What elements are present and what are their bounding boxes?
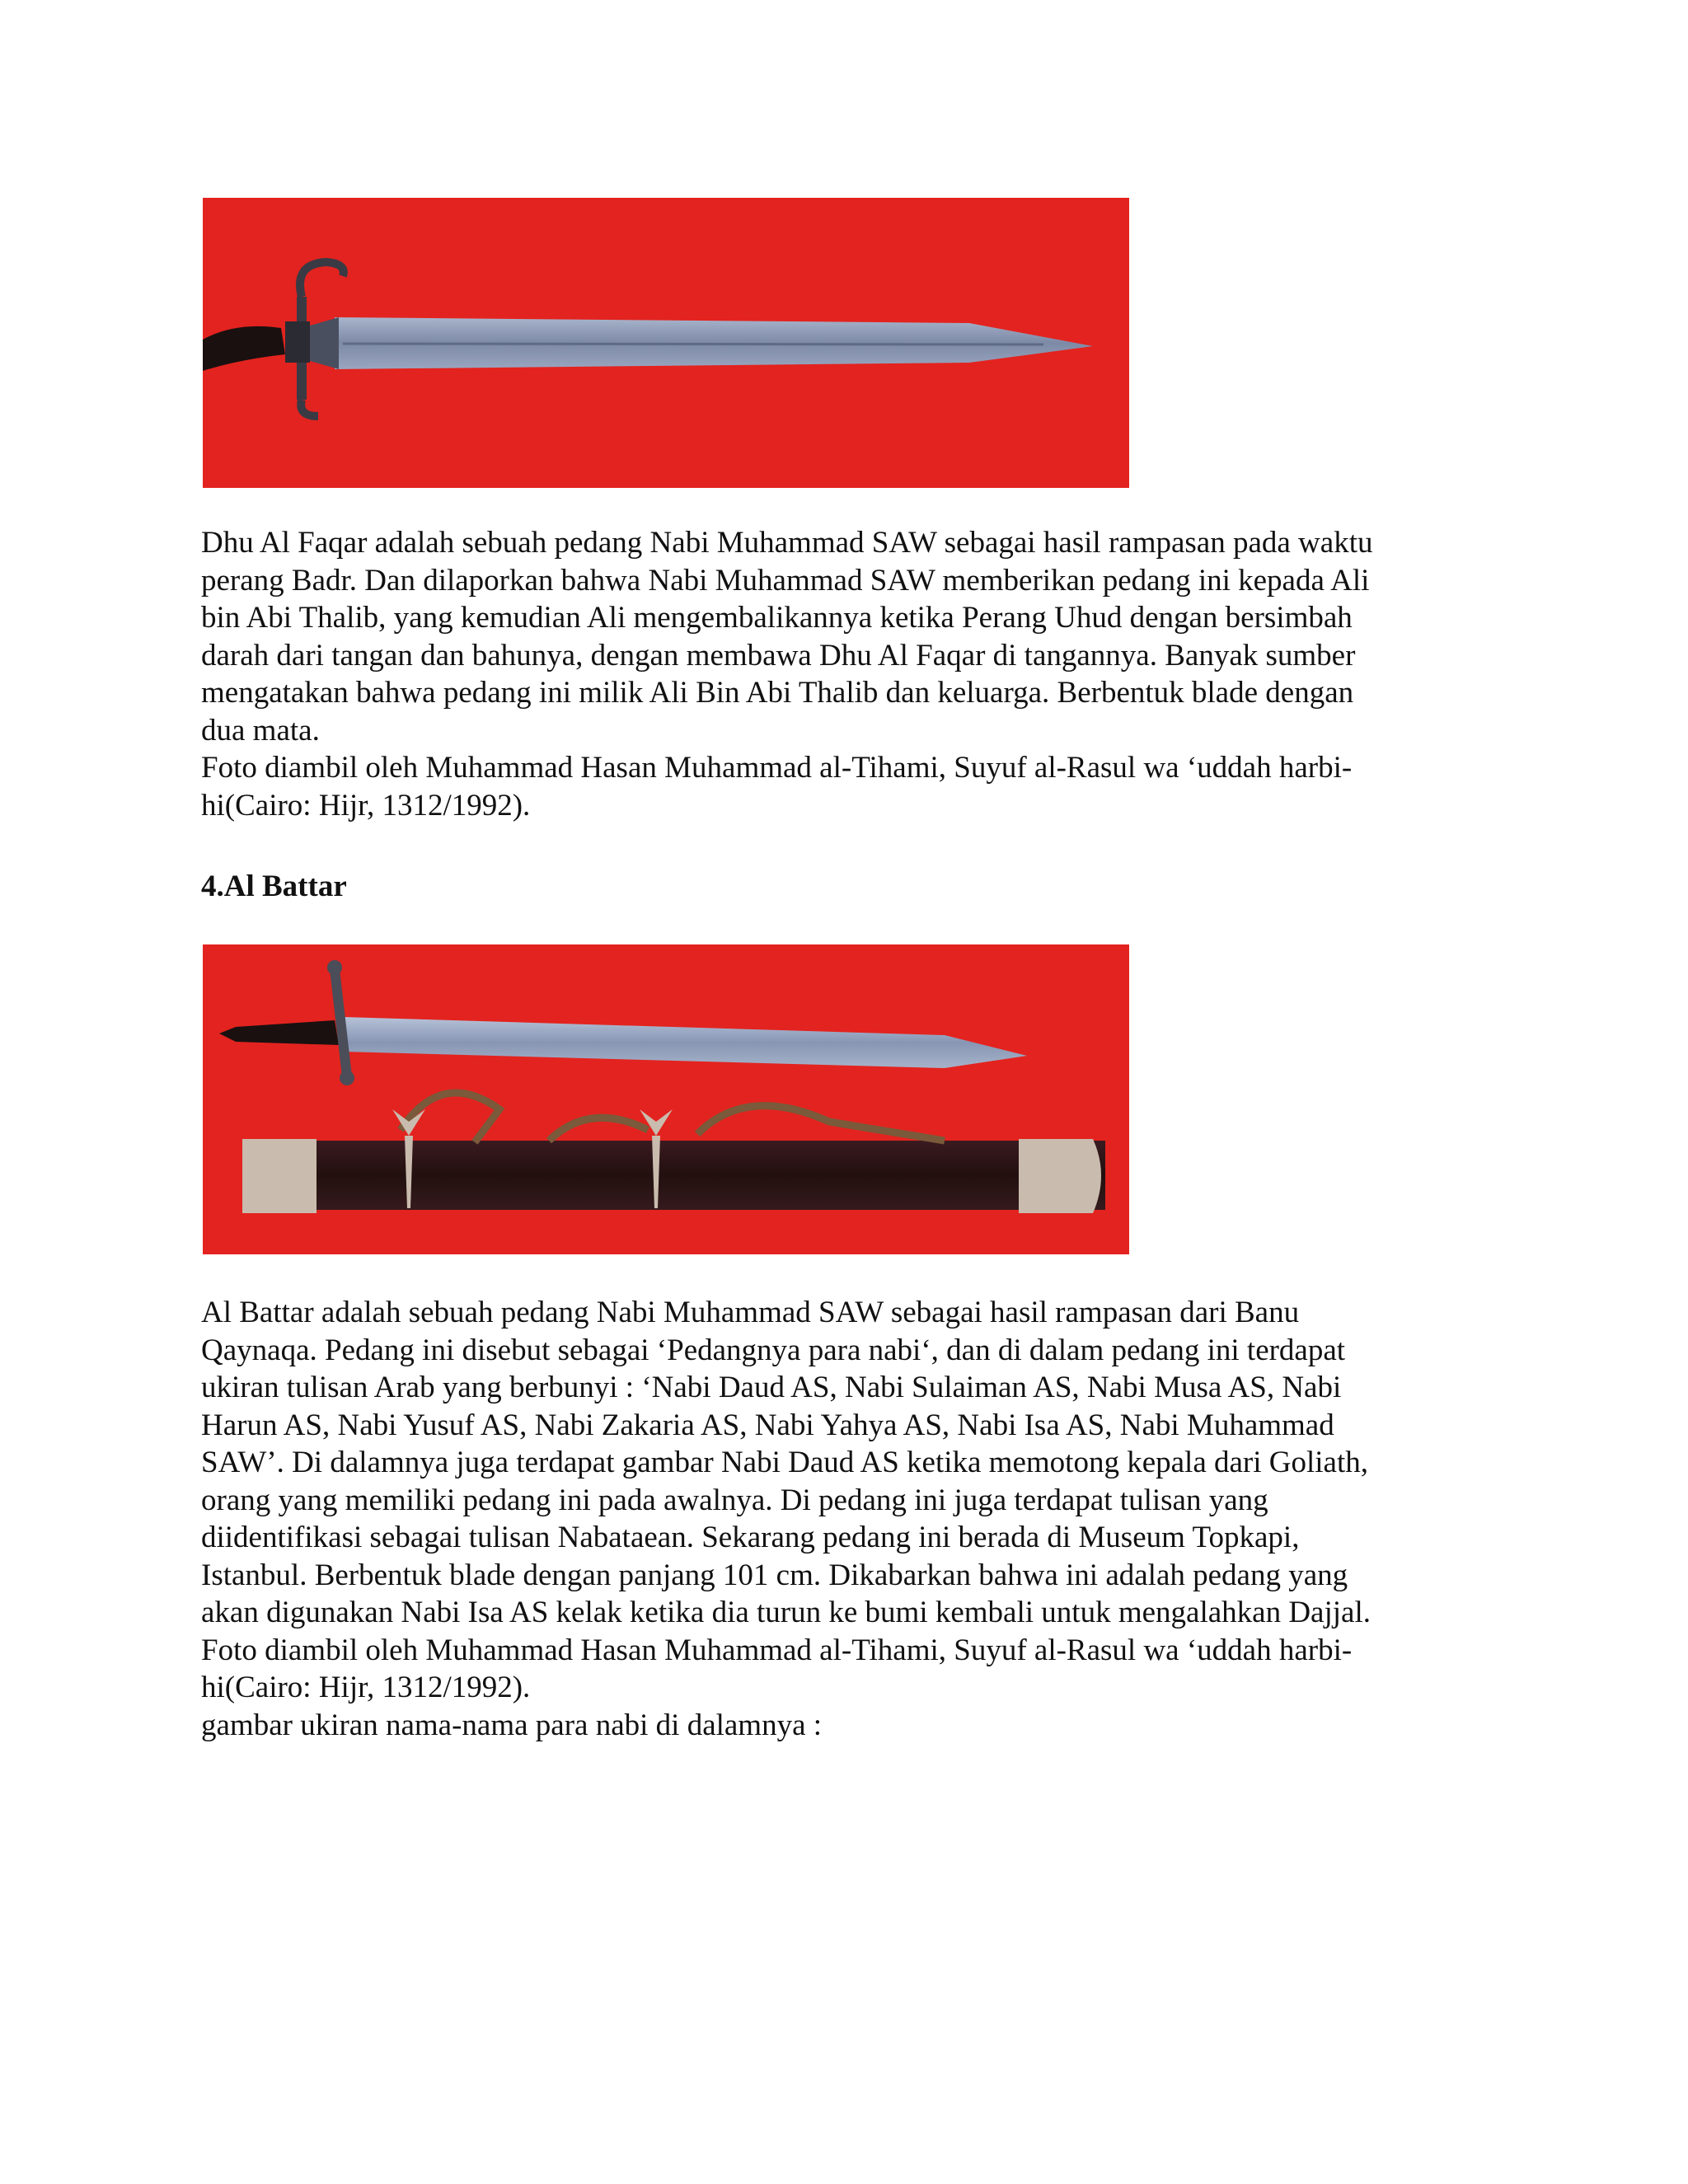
text-line: SAW’. Di dalamnya juga terdapat gambar Nabi Daud AS ketika memotong kepala dari Goliath, (201, 1446, 1368, 1479)
text-line: hi(Cairo: Hijr, 1312/1992). (201, 1671, 531, 1704)
text-line: bin Abi Thalib, yang kemudian Ali mengembalikannya ketika Perang Uhud dengan bersimbah (201, 601, 1353, 635)
text-line: ukiran tulisan Arab yang berbunyi : ‘Nabi Daud AS, Nabi Sulaiman AS, Nabi Musa AS, Nabi (201, 1371, 1342, 1404)
text-line: akan digunakan Nabi Isa AS kelak ketika dia turun ke bumi kembali untuk mengalahkan Dajjal. (201, 1596, 1371, 1629)
text-line: Dhu Al Faqar adalah sebuah pedang Nabi Muhammad SAW sebagai hasil rampasan pada waktu (201, 526, 1373, 560)
al-battar-description (201, 1294, 1520, 1744)
text-line: Qaynaqa. Pedang ini disebut sebagai ‘Pedangnya para nabi‘, dan di dalam pedang ini terdapat (201, 1333, 1346, 1367)
text-line: dua mata. (201, 713, 320, 748)
sword-al-battar-illustration (203, 944, 1129, 1254)
text-line: diidentifikasi sebagai tulisan Nabataean. Sekarang pedang ini berada di Museum Topkapi, (201, 1521, 1300, 1554)
text-line: Harun AS, Nabi Yusuf AS, Nabi Zakaria AS, Nabi Yahya AS, Nabi Isa AS, Nabi Muhammad (201, 1408, 1334, 1442)
text-line: mengatakan bahwa pedang ini milik Ali Bin Abi Thalib dan keluarga. Berbentuk blade dengan (201, 676, 1354, 710)
dhu-al-faqar-description (201, 524, 1520, 824)
section-heading-al-battar: 4.Al Battar (201, 869, 347, 903)
text-line: Al Battar adalah sebuah pedang Nabi Muhammad SAW sebagai hasil rampasan dari Banu (201, 1296, 1300, 1329)
text-line: perang Badr. Dan dilaporkan bahwa Nabi Muhammad SAW memberikan pedang ini kepada Ali (201, 563, 1370, 598)
photo-dhu-al-faqar (203, 198, 1129, 488)
text-line: orang yang memiliki pedang ini pada awalnya. Di pedang ini juga terdapat tulisan yang (201, 1483, 1268, 1517)
text-line: hi(Cairo: Hijr, 1312/1992). (201, 788, 531, 823)
text-line: darah dari tangan dan bahunya, dengan membawa Dhu Al Faqar di tangannya. Banyak sumber (201, 638, 1356, 673)
text-line: Foto diambil oleh Muhammad Hasan Muhammad al-Tihami, Suyuf al-Rasul wa ‘uddah harbi- (201, 1633, 1353, 1667)
text-line: Istanbul. Berbentuk blade dengan panjang 101 cm. Dikabarkan bahwa ini adalah pedang yang (201, 1558, 1348, 1592)
photo-al-battar (203, 944, 1129, 1254)
text-line: gambar ukiran nama-nama para nabi di dalamnya : (201, 1708, 823, 1742)
text-line: Foto diambil oleh Muhammad Hasan Muhammad al-Tihami, Suyuf al-Rasul wa ‘uddah harbi- (201, 751, 1353, 785)
sword-dhu-al-faqar-illustration (203, 198, 1129, 488)
